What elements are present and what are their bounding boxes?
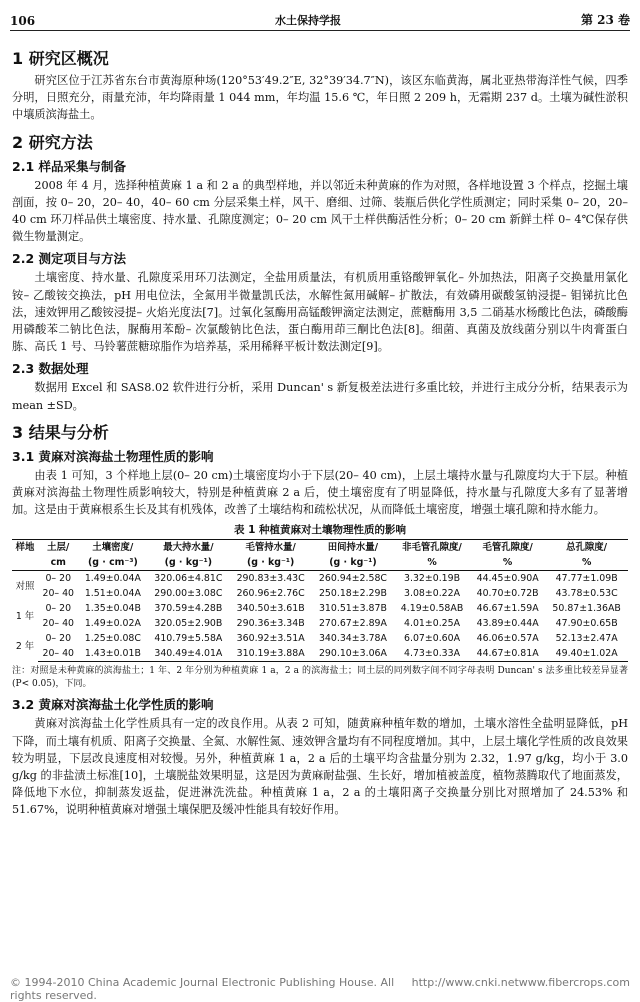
table-row	[12, 616, 628, 631]
table-1	[12, 539, 628, 662]
table-cell: 4.19±0.58AB	[400, 603, 464, 615]
table-row	[12, 571, 628, 587]
table-cell: 3.08±0.22A	[404, 588, 461, 600]
table-cell: 1.35±0.04B	[84, 603, 141, 615]
table-cell: 0– 20	[45, 573, 72, 585]
table-cell: 4.01±0.25A	[404, 618, 461, 630]
table-cell: 44.67±0.81A	[470, 646, 545, 662]
site-cell: 2 年	[15, 641, 35, 653]
table-header-unit-cell: cm	[38, 555, 79, 571]
section-3-1-paragraph: 由表 1 可知，3 个样地上层(0– 20 cm)土壤密度均小于下层(20– 40 cm)，上层土壤持水量与孔隙度均大于下层。种植黄麻对滨海盐土物理性质影响较大，特别是种植黄麻 2 a 后，使土壤密度有了明显降低，持水量与孔隙度大多有了显著增加。这是由于黄麻根系生长及其有机残体，改善了土壤结构和疏松状况，从而降低土壤密度，增强土壤孔隙和持水能力。	[12, 468, 628, 517]
section-2-1-paragraph: 2008 年 4 月，选择种植黄麻 1 a 和 2 a 的典型样地，并以邻近未种黄麻的作为对照，各样地设置 3 个样点，挖掘土壤剖面，按 0– 20，20– 40，40– 60 cm 分层采集土样，风干、磨细、过筛、装瓶后供化学性质测定；同时采集 0– 20，20– 40 cm 环刀样品供土壤密度、持水量、孔隙度测定；0– 20 cm 风干土样供酶活性分析；0– 20 cm 新鲜土样 0– 4℃保存供微生物量测定。	[12, 178, 628, 244]
section-2-2-heading: 2.2 测定项目与方法	[12, 251, 126, 267]
table-1-head	[12, 540, 628, 571]
table-header-unit-cell: (g · kg⁻¹)	[147, 555, 229, 571]
table-header-unit-cell: (g · kg⁻¹)	[312, 555, 394, 571]
table-cell: 3.32±0.19B	[404, 573, 461, 585]
table-cell: 290.83±3.43C	[236, 573, 305, 585]
section-1-heading: 1 研究区概况	[12, 49, 109, 68]
site-cell: 对照	[15, 580, 35, 592]
table-cell: 250.18±2.29B	[318, 588, 387, 600]
table-header-cell: 毛管持水量/	[230, 540, 312, 556]
table-cell: 0– 20	[45, 633, 72, 645]
table-cell: 43.78±0.53C	[555, 588, 618, 600]
table-cell: 370.59±4.28B	[154, 603, 223, 615]
section-2-1-heading: 2.1 样品采集与制备	[12, 158, 126, 174]
table-cell: 1.43±0.01B	[79, 646, 148, 662]
table-row	[12, 586, 628, 601]
table-cell: 44.45±0.90A	[476, 573, 539, 585]
table-row	[12, 646, 628, 662]
table-cell: 340.34±3.78A	[318, 633, 387, 645]
table-header-unit-cell: %	[545, 555, 628, 571]
table-cell: 6.07±0.60A	[404, 633, 461, 645]
table-header-unit-cell	[12, 555, 38, 571]
section-3-1-heading: 3.1 黄麻对滨海盐土物理性质的影响	[12, 448, 214, 464]
section-2-2-paragraph: 土壤密度、持水量、孔隙度采用环刀法测定，全盐用质量法，有机质用重铬酸钾氧化– 外加热法，阳离子交换量用氯化铵– 乙酸铵交换法，pH 用电位法，全氮用半微量凯氏法，水解性氮用碱解– 扩散法，有效磷用碳酸氢钠浸提– 钼锑抗比色法，速效钾用乙酸铵浸提– 火焰光度法[7]。过氧化氢酶用高锰酸钾滴定法测定，蔗糖酶用 3,5 二硝基水杨酸比色法，磷酸酶用磷酸苯二钠比色法，脲酶用苯酚– 次氯酸钠比色法，蛋白酶用茚三酮比色法[8]。细菌、真菌及放线菌分别以牛肉膏蛋白胨、高氏 1 号、马铃薯蔗糖琼脂作为培养基，采用稀释平板计数法测定[9]。	[12, 271, 628, 354]
section-3-2-heading: 3.2 黄麻对滨海盐土化学性质的影响	[12, 697, 214, 713]
table-cell: 1.49±0.02A	[84, 618, 141, 630]
table-cell: 310.19±3.88A	[230, 646, 312, 662]
table-header-unit-cell: (g · kg⁻¹)	[230, 555, 312, 571]
copyright-text: © 1994-2010 China Academic Journal Electronic Publishing House. All rights reserved.	[10, 976, 395, 1002]
table-header-cell: 总孔隙度/	[545, 540, 628, 556]
table-cell: 0– 20	[45, 603, 72, 615]
table-header-cell: 毛管孔隙度/	[470, 540, 545, 556]
table-cell: 1.51±0.04A	[84, 588, 141, 600]
table-cell: 360.92±3.51A	[236, 633, 305, 645]
table-cell: 290.00±3.08C	[154, 588, 223, 600]
table-header-unit-cell: %	[470, 555, 545, 571]
copyright-footer	[10, 976, 630, 1002]
table-cell: 4.73±0.33A	[394, 646, 470, 662]
table-cell: 47.90±0.65B	[555, 618, 618, 630]
table-cell: 46.06±0.57A	[476, 633, 539, 645]
table-cell: 47.77±1.09B	[555, 573, 618, 585]
section-3-heading: 3 结果与分析	[12, 422, 109, 442]
table-header-cell: 非毛管孔隙度/	[394, 540, 470, 556]
journal-title: 水土保持学报	[275, 14, 341, 27]
table-cell: 20– 40	[38, 646, 79, 662]
table-cell: 40.70±0.72B	[476, 588, 539, 600]
table-cell: 270.67±2.89A	[318, 618, 387, 630]
section-2-heading: 2 研究方法	[12, 132, 93, 152]
body-content	[12, 40, 628, 821]
table-cell: 50.87±1.36AB	[552, 603, 621, 615]
table-row	[12, 601, 628, 616]
table-cell: 340.49±4.01A	[147, 646, 229, 662]
table-header-unit-cell: (g · cm⁻³)	[79, 555, 148, 571]
table-cell: 290.36±3.34B	[236, 618, 305, 630]
table-cell: 20– 40	[42, 588, 75, 600]
site-cell: 1 年	[15, 610, 35, 622]
table-header-cell: 土层/	[38, 540, 79, 556]
table-cell: 320.06±4.81C	[154, 573, 223, 585]
table-cell: 320.05±2.90B	[154, 618, 223, 630]
table-header-row	[12, 540, 628, 556]
section-1-paragraph: 研究区位于江苏省东台市黄海原种场(120°53′49.2″E, 32°39′34.7″N)，该区东临黄海，属北亚热带海洋性气候，四季分明，日照充分，雨量充沛，年均降雨量 1 044 mm，年均温 15.6 ℃，年日照 2 209 h，无霜期 237 d。土壤为碱性淤积中壤质滨海盐土。	[12, 74, 628, 122]
table-cell: 1.25±0.08C	[84, 633, 141, 645]
table-cell: 46.67±1.59A	[476, 603, 539, 615]
table-row	[12, 631, 628, 646]
table-1-note: 注：对照是未种黄麻的滨海盐土；1 年、2 年分别为种植黄麻 1 a，2 a 的滨海盐土；同土层的同列数字间不同字母表明 Duncan' s 法多重比较差异显著(P< 0.05)，下同。	[12, 666, 628, 690]
watermark-text: www.fibercrops.com	[518, 976, 630, 989]
section-3-2-paragraph: 黄麻对滨海盐土化学性质具有一定的改良作用。从表 2 可知，随黄麻种植年数的增加，土壤水溶性全盐明显降低，pH 下降，而土壤有机质、阳离子交换量、全氮、水解性氮、速效钾含量均有不同程度增加。其中，上层土壤化学性质的改良效果较为明显，下层改良速度相对较慢。另外，种植黄麻 1 a，2 a 后的土壤平均含盐量分别为 2.32，1.97 g/kg，均小于 3.0 g/kg 的非盐渍土标准[10]，土壤脱盐效果明显，这是因为黄麻耐盐强、生长好，增加植被盖度，植物蒸腾取代了地面蒸发，降低地下水位，抑制蒸发返盐，促进淋洗洗盐。种植黄麻 1 a，2 a 的土壤阳离子交换量分别比对照增加了 24.53% 和 51.67%，说明种植黄麻对增强土壤保肥及缓冲性能具有较好作用。	[12, 717, 628, 817]
table-header-cell: 样地	[12, 540, 38, 556]
page-number: 106	[10, 14, 36, 28]
table-cell: 340.50±3.61B	[236, 603, 305, 615]
section-2-3-heading: 2.3 数据处理	[12, 361, 89, 377]
table-cell: 43.89±0.44A	[476, 618, 539, 630]
table-cell: 20– 40	[42, 618, 75, 630]
table-header-cell: 最大持水量/	[147, 540, 229, 556]
table-cell: 52.13±2.47A	[555, 633, 618, 645]
table-header-cell: 土壤密度/	[79, 540, 148, 556]
table-cell: 1.49±0.04A	[84, 573, 141, 585]
table-cell: 260.94±2.58C	[318, 573, 387, 585]
cnki-link[interactable]: http://www.cnki.net	[411, 976, 519, 989]
table-header-units-row	[12, 555, 628, 571]
table-cell: 49.40±1.02A	[545, 646, 628, 662]
table-1-body	[12, 571, 628, 662]
table-cell: 410.79±5.58A	[154, 633, 223, 645]
table-header-cell: 田间持水量/	[312, 540, 394, 556]
table-cell: 260.96±2.76C	[236, 588, 305, 600]
table-1-caption: 表 1 种植黄麻对土壤物理性质的影响	[233, 524, 407, 537]
volume-label: 第 23 卷	[580, 13, 630, 27]
running-head	[10, 8, 630, 31]
section-2-3-paragraph: 数据用 Excel 和 SAS8.02 软件进行分析，采用 Duncan' s 新复极差法进行多重比较，并进行主成分分析，结果表示为 mean ±SD。	[12, 381, 628, 412]
table-cell: 290.10±3.06A	[312, 646, 394, 662]
table-header-unit-cell: %	[394, 555, 470, 571]
table-cell: 310.51±3.87B	[318, 603, 387, 615]
